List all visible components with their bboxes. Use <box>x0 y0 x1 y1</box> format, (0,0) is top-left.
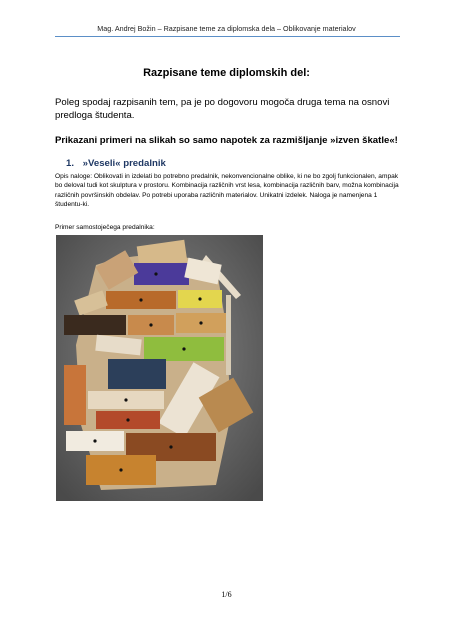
section-title: »Veseli« predalnik <box>82 158 166 169</box>
page-title: Razpisane teme diplomskih del: <box>143 67 310 79</box>
intro-paragraph: Poleg spodaj razpisanih tem, pa je po dogovoru mogoča druga tema na osnovi predloga študenta. <box>55 97 390 121</box>
section-description: Opis naloge: Oblikovati in izdelati bo potrebno predalnik, nekonvencionalne oblike, ki ne bo zgolj funkcionalen, ampak bo deloval tudi kot skulptura v prostoru. Kombinacija različnih vrst lesa, kombinacija različnih barv, možna kombinacija različnih površinskih obdelav. Po potrebi uporaba različnih materialov. Unikatni izdelek. Naloga je namenjena 1 študentu-ki. <box>55 173 399 208</box>
header-divider <box>55 36 400 37</box>
photo-caption: Primer samostoječega predalnika: <box>55 224 155 231</box>
page-number: 1/6 <box>221 590 232 599</box>
chest-of-drawers-illustration <box>56 235 263 501</box>
chest-of-drawers-photo <box>56 235 263 501</box>
section-number: 1. <box>66 158 75 169</box>
section-heading <box>66 158 166 169</box>
note-paragraph: Prikazani primeri na slikah so samo napotek za razmišljanje »izven škatle«! <box>55 135 398 146</box>
running-header: Mag. Andrej Božin – Razpisane teme za diplomska dela – Oblikovanje materialov <box>97 24 356 33</box>
